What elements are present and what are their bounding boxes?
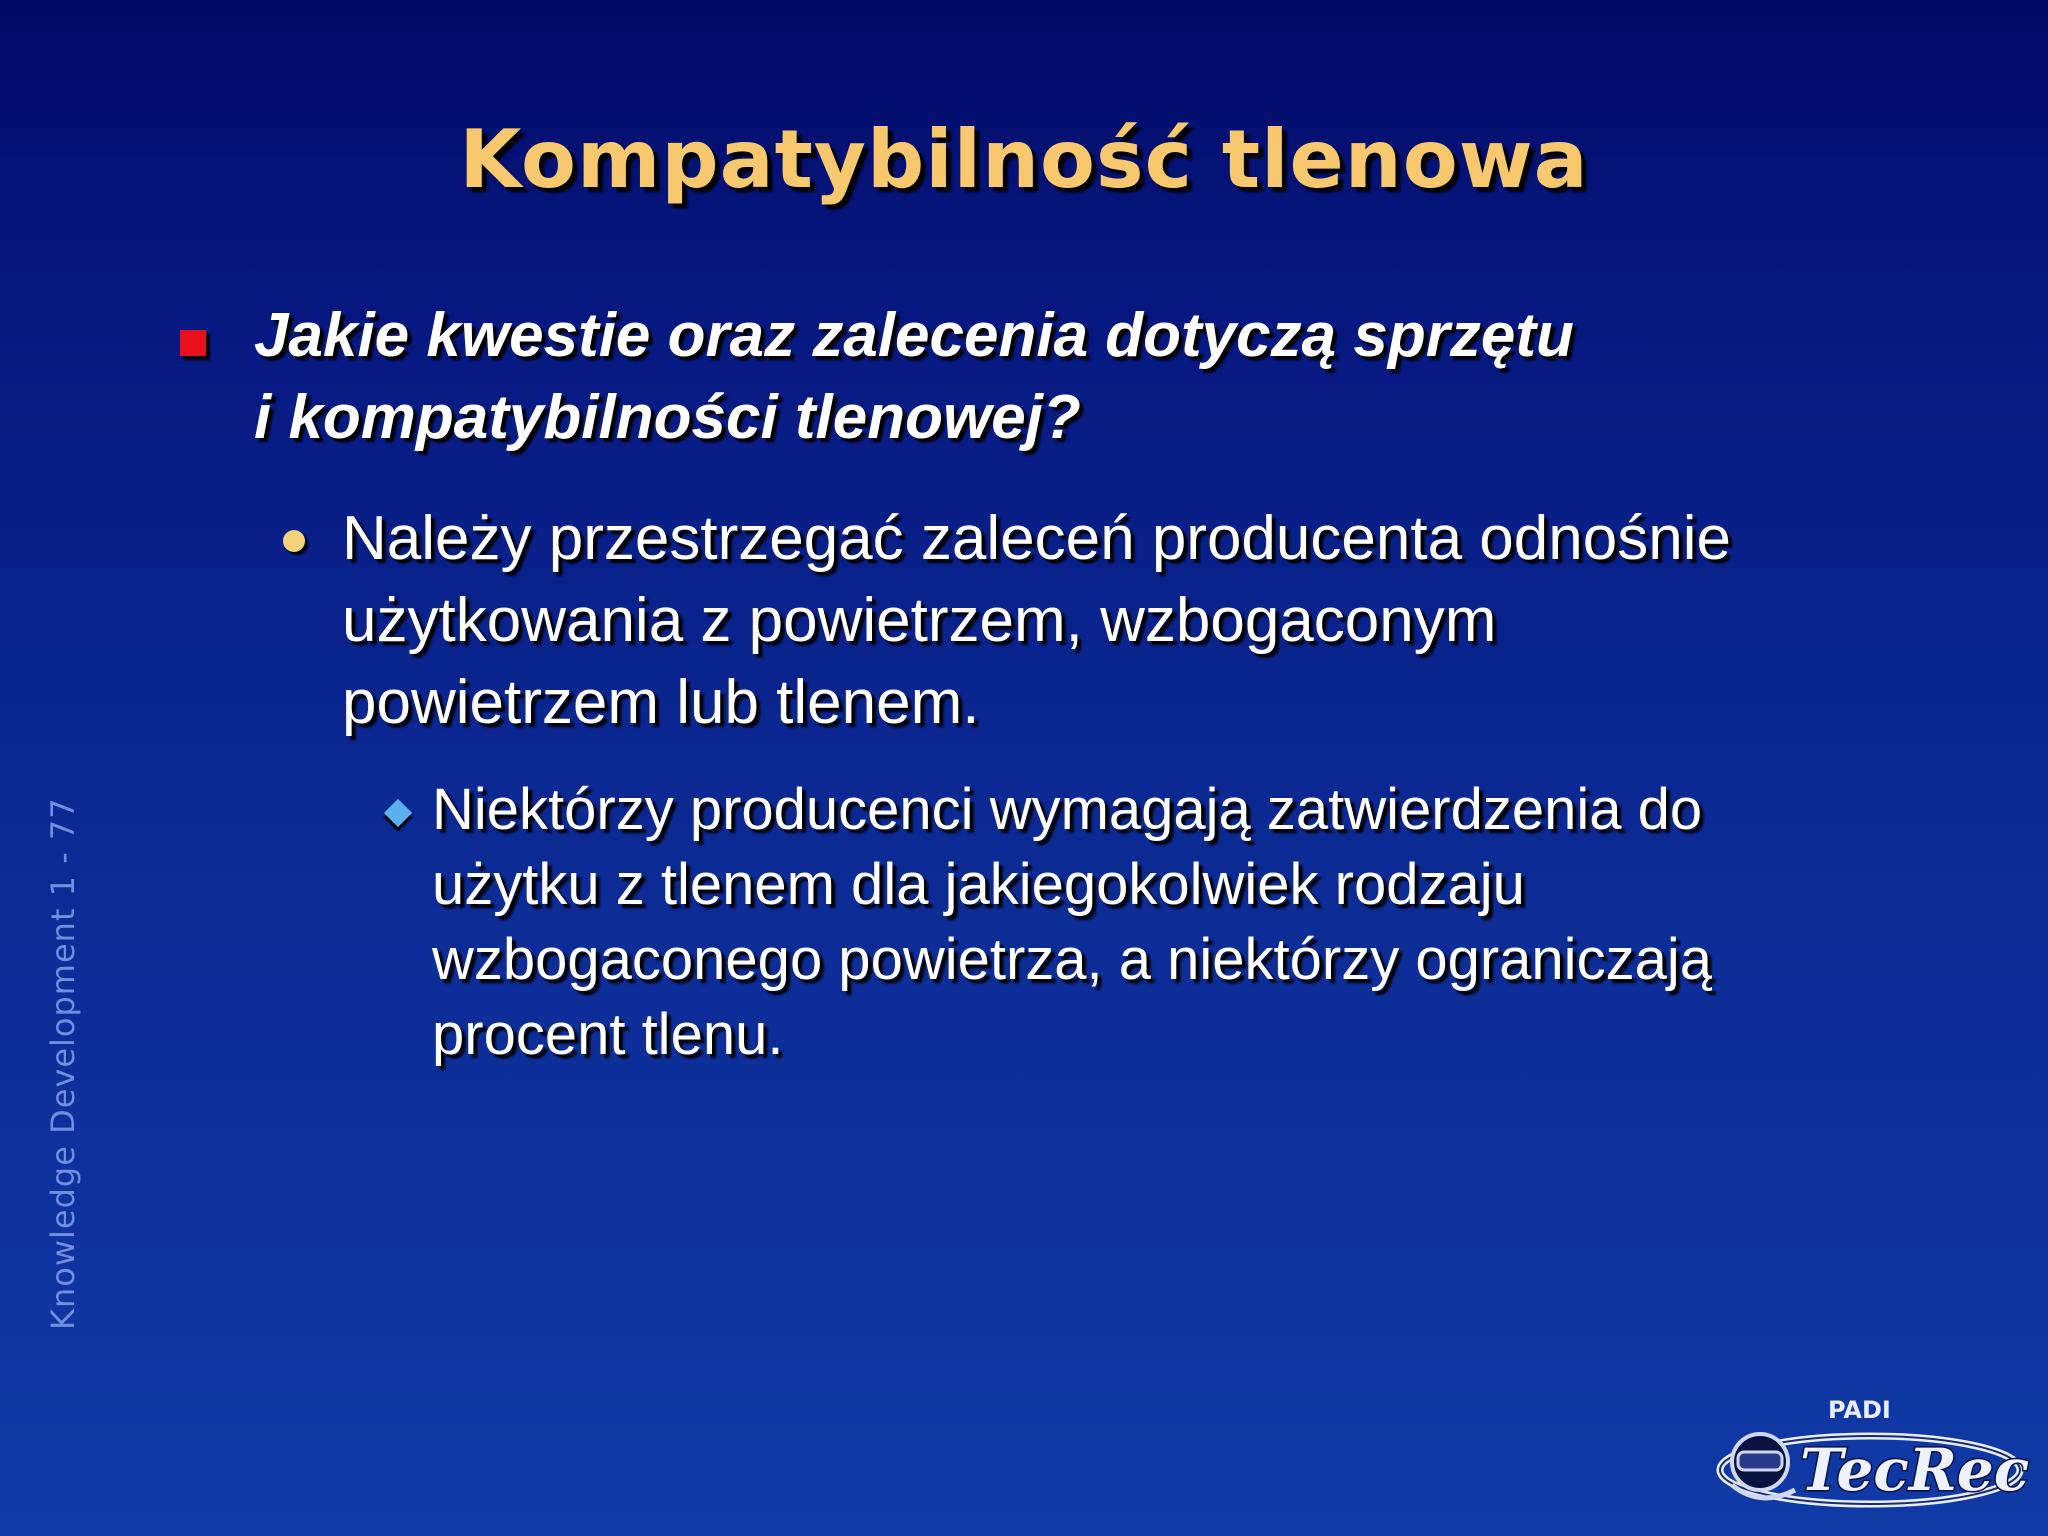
yellow-dot-bullet-icon [283,530,305,552]
logo-brand-main: TecRec [1800,1436,2030,1504]
point-line-3: powietrzem lub tlenem. [342,668,980,737]
subpoint-line-4: procent tlenu. [432,1002,784,1067]
side-label: Knowledge Development 1 - 77 [44,797,82,1330]
subpoint-line-2: użytku z tlenem dla jakiegokolwiek rodzaju [432,852,1525,917]
point-line-2: użytkowania z powietrzem, wzbogaconym [342,586,1497,655]
padi-tecrec-logo-icon [1700,1390,2030,1520]
point-line-1: Należy przestrzegać zaleceń producenta odnośnie [342,504,1731,573]
point-text [342,498,1882,744]
logo-brand-top: PADI [1828,1396,1891,1424]
question-line-2: i kompatybilności tlenowej? [254,383,1081,452]
question-line-1: Jakie kwestie oraz zalecenia dotyczą sprzętu [254,301,1574,370]
red-square-bullet-icon [180,330,206,356]
subpoint-text [432,772,1882,1072]
subpoint-line-1: Niektórzy producenci wymagają zatwierdzenia do [432,777,1703,842]
blue-diamond-bullet-icon [384,799,412,827]
question-text [254,295,1794,459]
subpoint-line-3: wzbogaconego powietrza, a niektórzy ograniczają [432,927,1712,992]
slide-title: Kompatybilność tlenowa [459,113,1589,206]
